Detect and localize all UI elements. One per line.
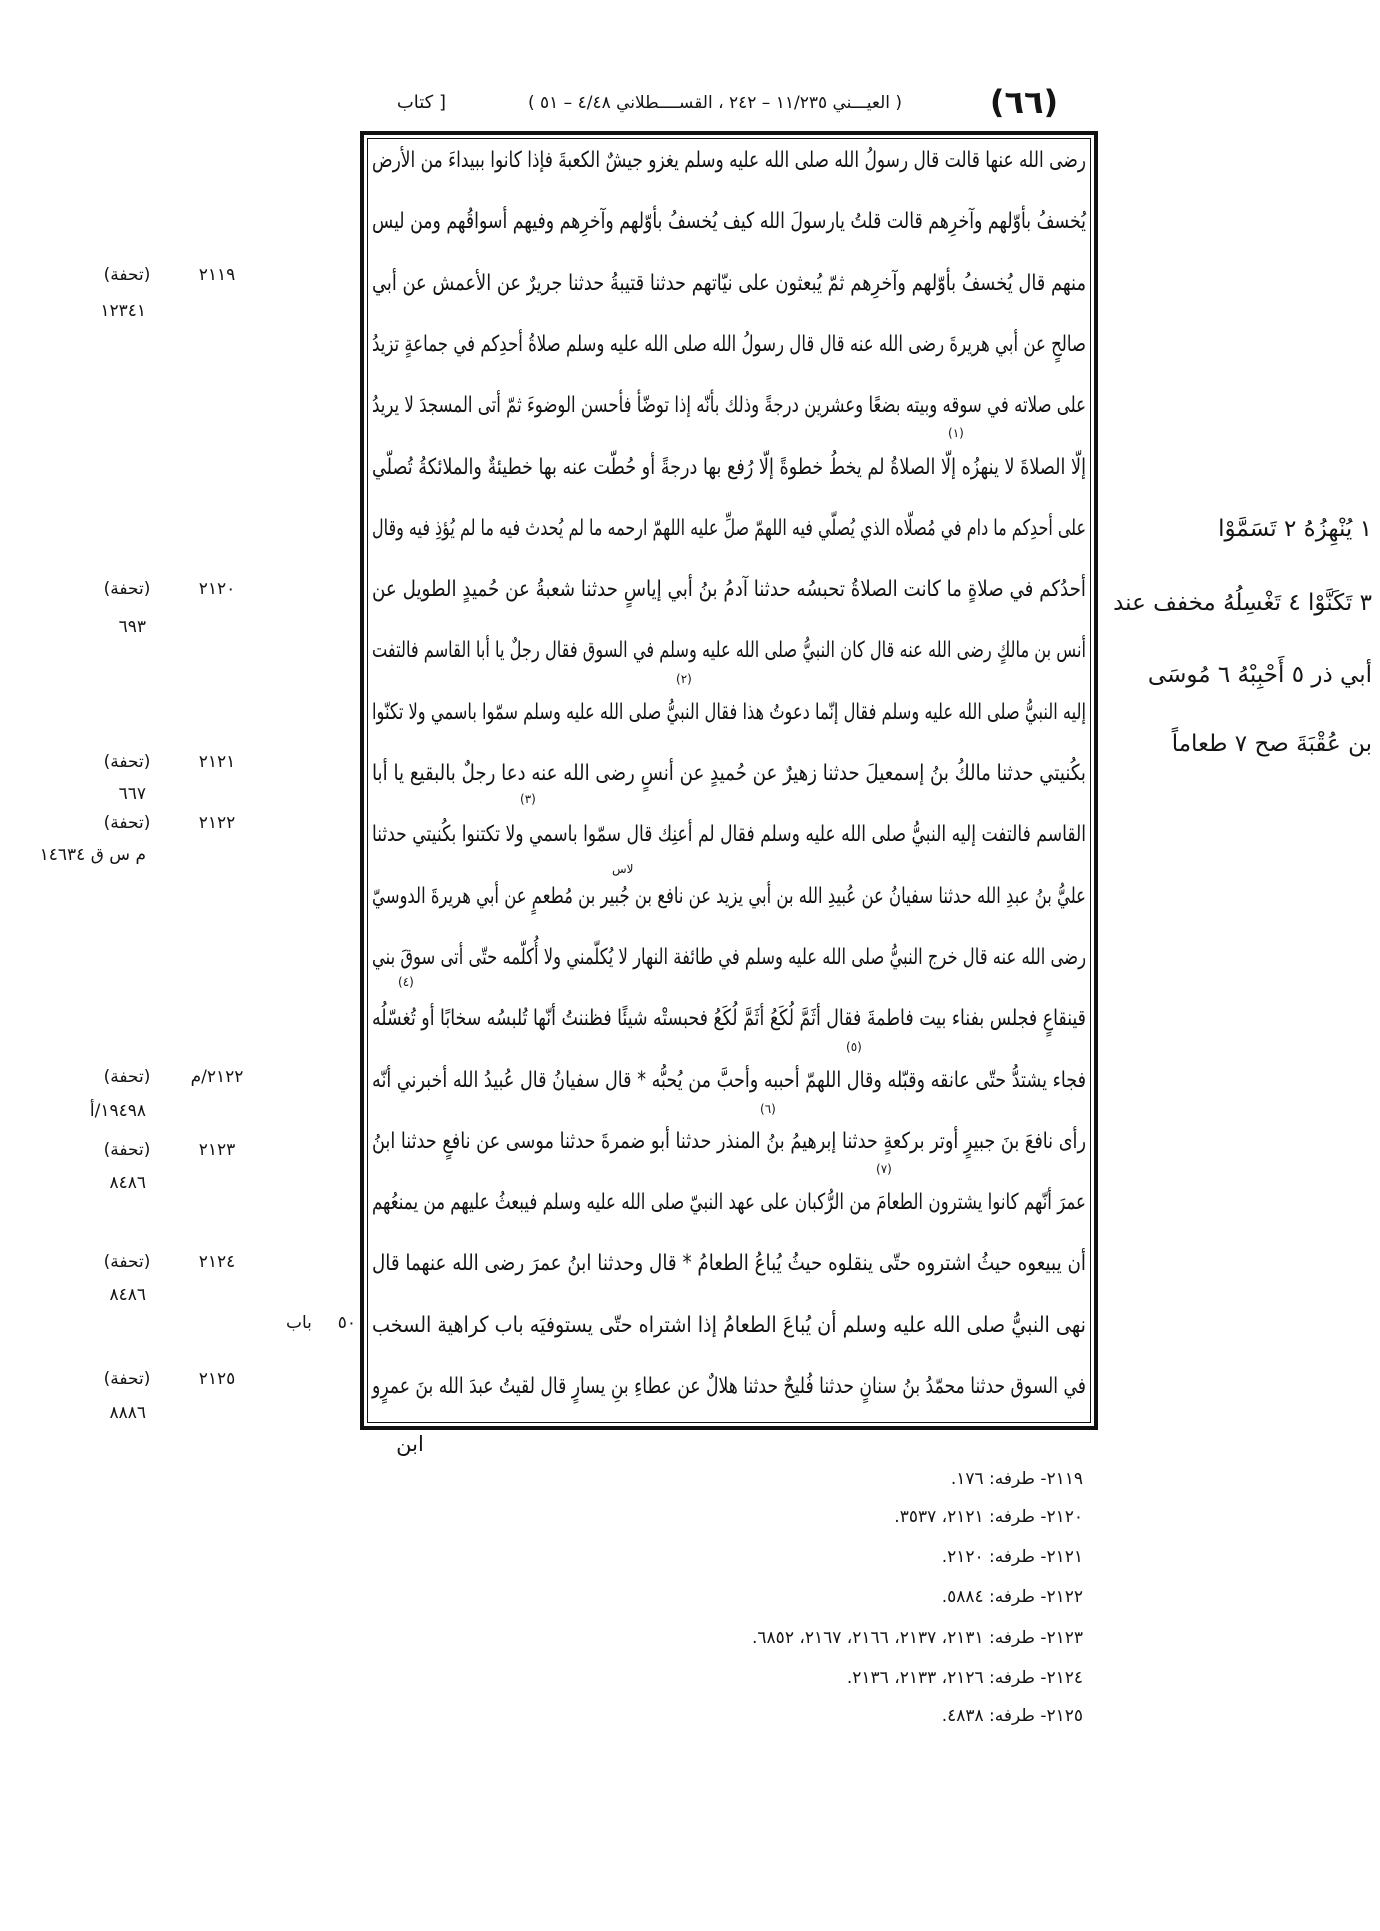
text-line: صالحٍ عن أبي هريرةَ رضى الله عنه قال قال رسولُ الله صلى الله عليه وسلم صلاةُ أحدِكم في جماعةٍ تزيدُ [372,332,1086,357]
tuhfa-number: ٦٩٣ [118,617,146,637]
text-line: نهى النبيُّ صلى الله عليه وسلم أن يُباعَ الطعامُ إذا اشتراه حتّى يستوفيَه باب كراهية السخب [372,1313,1086,1338]
tuhfa-label: (تحفة) [103,1369,151,1389]
text-line: إليه النبيُّ صلى الله عليه وسلم فقال إنّما دعوتُ هذا فقال النبيُّ صلى الله عليه وسلم سمّوا باسمي ولا تكنّوا [372,700,1086,725]
footnote: ٢١٢٠- طرفه: ٢١٢١، ٣٥٣٧. [894,1507,1083,1527]
footnote: ٢١١٩- طرفه: ١٧٦. [950,1469,1083,1489]
text-line: القاسم فالتفت إليه النبيُّ صلى الله عليه وسلم فقال لم أعنِك قال سمّوا باسمي ولا تكتنوا بكُنيتي حدثنا [371,822,1086,847]
hadith-number: ٢١٢٣ [198,1140,236,1160]
text-line: عمرَ أنّهم كانوا يشترون الطعامَ من الرُّكبان على عهد النبيّ صلى الله عليه وسلم فيبعثُ عليهم من يمنعُهم [371,1190,1086,1215]
text-line: رضى الله عنه قال خرج النبيُّ صلى الله عليه وسلم في طائفة النهار لا يُكلّمني ولا أُكلّمه حتّى أتى سوقَ بني [371,945,1086,970]
text-line: عليُّ بنُ عبدِ الله حدثنا سفيانُ عن عُبيدِ الله بن أبي يزيد عن نافع بن جُبير بن مُطعمٍ عن أبي هريرةَ الدوسيّ [371,884,1086,909]
catchword: ابن [396,1432,424,1456]
margin-variant-note: ٣ تَكَنَّوْا ٤ تَغْسِلُهُ مخفف عند [1113,590,1372,616]
hadith-number: ٢١٢٤ [198,1252,236,1272]
header-references: ( العيـــني ١١/٢٣٥ – ٢٤٢ ، القســــطلاني ٤/٤٨ – ٥١ ) [527,93,903,113]
tuhfa-number: ٨٤٨٦ [109,1285,146,1305]
footnote: ٢١٢٤- طرفه: ٢١٢٦، ٢١٣٣، ٢١٣٦. [846,1668,1083,1688]
note-marker: (٧) [876,1162,892,1176]
text-line: على أحدِكم ما دام في مُصلّاه الذي يُصلّي فيه اللهمّ صلِّ عليه اللهمّ ارحمه ما لم يُحدث فيه ما لم يُؤذِ فيه وقال [372,516,1086,541]
text-line: قينقاعٍ فجلس بفناء بيت فاطمةَ فقال أثَمَّ لُكَعُ أثَمَّ لُكَعُ فحبستْه شيئًا فظننتُ أنّها تُلبسُه سخابًا أو تُغسّلُه [371,1006,1086,1031]
text-line: رضى الله عنها قالت قال رسولُ الله صلى الله عليه وسلم يغزو جيشٌ الكعبةَ فإذا كانوا ببيداءَ من الأرض [372,148,1086,173]
chapter-margin-label: باب [286,1313,312,1333]
hadith-number: ٢١٢٥ [198,1369,236,1389]
margin-variant-note: بن عُقْبَةَ صح ٧ طعاماً [1171,731,1372,757]
tuhfa-label: (تحفة) [103,265,151,285]
note-marker: (٦) [760,1102,776,1116]
tuhfa-label: (تحفة) [103,1140,151,1160]
tuhfa-number: م س ق ١٤٦٣٤ [39,845,146,865]
text-line: فجاء يشتدُّ حتّى عانقه وقبّله وقال اللهمّ أحببه وأحبَّ من يُحبُّه * قال سفيانُ قال عُبيدُ الله أخبرني أنّه [372,1068,1086,1093]
margin-variant-note: ١ يُنْهِزُهُ ٢ تَسَمَّوْا [1218,516,1372,542]
tuhfa-number: ١٢٣٤١ [100,301,146,321]
text-line: أن يبيعوه حيثُ اشتروه حتّى ينقلوه حيثُ يُباعُ الطعامُ * قال وحدثنا ابنُ عمرَ رضى الله عنهما قال [371,1251,1086,1276]
note-marker: (٣) [520,792,536,806]
hadith-number: ٢١١٩ [198,265,236,285]
footnote: ٢١٢١- طرفه: ٢١٢٠. [941,1547,1083,1567]
tuhfa-label: (تحفة) [103,1252,151,1272]
note-marker: (١) [948,426,964,440]
tuhfa-number: ١٩٤٩٨/أ [89,1101,146,1121]
text-line: أنس بن مالكٍ رضى الله عنه قال كان النبيُّ صلى الله عليه وسلم في السوق فقال رجلٌ يا أبا القاسم فالتفت [371,638,1086,663]
text-line: إلّا الصلاةَ لا ينهزُه إلّا الصلاةُ لم يخطُ خطوةً إلّا رُفع بها درجةً أو حُطّت عنه بها خطيئةٌ والملائكةُ تُصلّي [371,455,1087,480]
note-marker: (٤) [398,975,414,989]
note-marker: (٢) [676,672,692,686]
footnote: ٢١٢٣- طرفه: ٢١٣١، ٢١٣٧، ٢١٦٦، ٢١٦٧، ٦٨٥٢. [752,1628,1083,1648]
text-line: بكُنيتي حدثنا مالكُ بنُ إسمعيلَ حدثنا زهيرٌ عن حُميدٍ عن أنسٍ رضى الله عنه دعا رجلٌ بالبقيع يا أبا [372,761,1087,786]
text-line: رأى نافعَ بنَ جبيرٍ أوتر بركعةٍ حدثنا إبرهيمُ بنُ المنذر حدثنا أبو ضمرةَ حدثنا موسى عن نافعٍ حدثنا ابنُ [371,1129,1086,1154]
text-line: منهم قال يُخسفُ بأوّلهم وآخرِهم ثمّ يُبعثون على نيّاتهم حدثنا قتيبةُ حدثنا جريرٌ عن الأعمش عن أبي [371,271,1086,296]
note-marker: (٥) [846,1040,862,1054]
text-line: يُخسفُ بأوّلهم وآخرِهم قالت قلتُ يارسولَ الله كيف يُخسفُ بأوّلهم وآخرِهم وفيهم أسواقُهم ومن ليس [371,209,1087,234]
text-line: أحدُكم في صلاةٍ ما كانت الصلاةُ تحبسُه حدثنا آدمُ بنُ أبي إياسٍ حدثنا شعبةُ عن حُميدٍ الطويل عن [372,577,1086,602]
text-line: في السوق حدثنا محمّدُ بنُ سنانٍ حدثنا فُليحٌ حدثنا هلالٌ عن عطاءِ بنِ يسارٍ قال لقيتُ عبدَ الله بنَ عمرٍو [372,1374,1086,1399]
chapter-margin [286,1311,356,1335]
hadith-number: ٢١٢٢/م [190,1067,244,1087]
header-book-title: [ كتاب [396,92,446,113]
hadith-number: ٢١٢٠ [198,579,236,599]
chapter-margin-number: ٥٠ [337,1313,356,1333]
hadith-number: ٢١٢٢ [198,813,236,833]
page-number: (٦٦) [989,83,1059,121]
footnote: ٢١٢٥- طرفه: ٤٨٣٨. [941,1706,1083,1726]
tuhfa-number: ٦٦٧ [118,784,146,804]
tuhfa-number: ٨٨٨٦ [109,1403,146,1423]
tuhfa-label: (تحفة) [103,1067,151,1087]
margin-variant-note: أبي ذر ٥ أَحْبِبْهُ ٦ مُوسَى [1147,662,1372,688]
hadith-number: ٢١٢١ [198,752,236,772]
footnote: ٢١٢٢- طرفه: ٥٨٨٤. [941,1587,1083,1607]
text-frame [360,131,1098,1430]
interlinear-note: لاس [612,862,634,876]
tuhfa-label: (تحفة) [103,752,151,772]
tuhfa-label: (تحفة) [103,813,151,833]
tuhfa-label: (تحفة) [103,579,151,599]
text-line: على صلاته في سوقه وبيته بضعًا وعشرين درجةً وذلك بأنّه إذا توضّأ فأحسن الوضوءَ ثمّ أتى المسجدَ لا يريدُ [372,393,1086,418]
tuhfa-number: ٨٤٨٦ [109,1173,146,1193]
